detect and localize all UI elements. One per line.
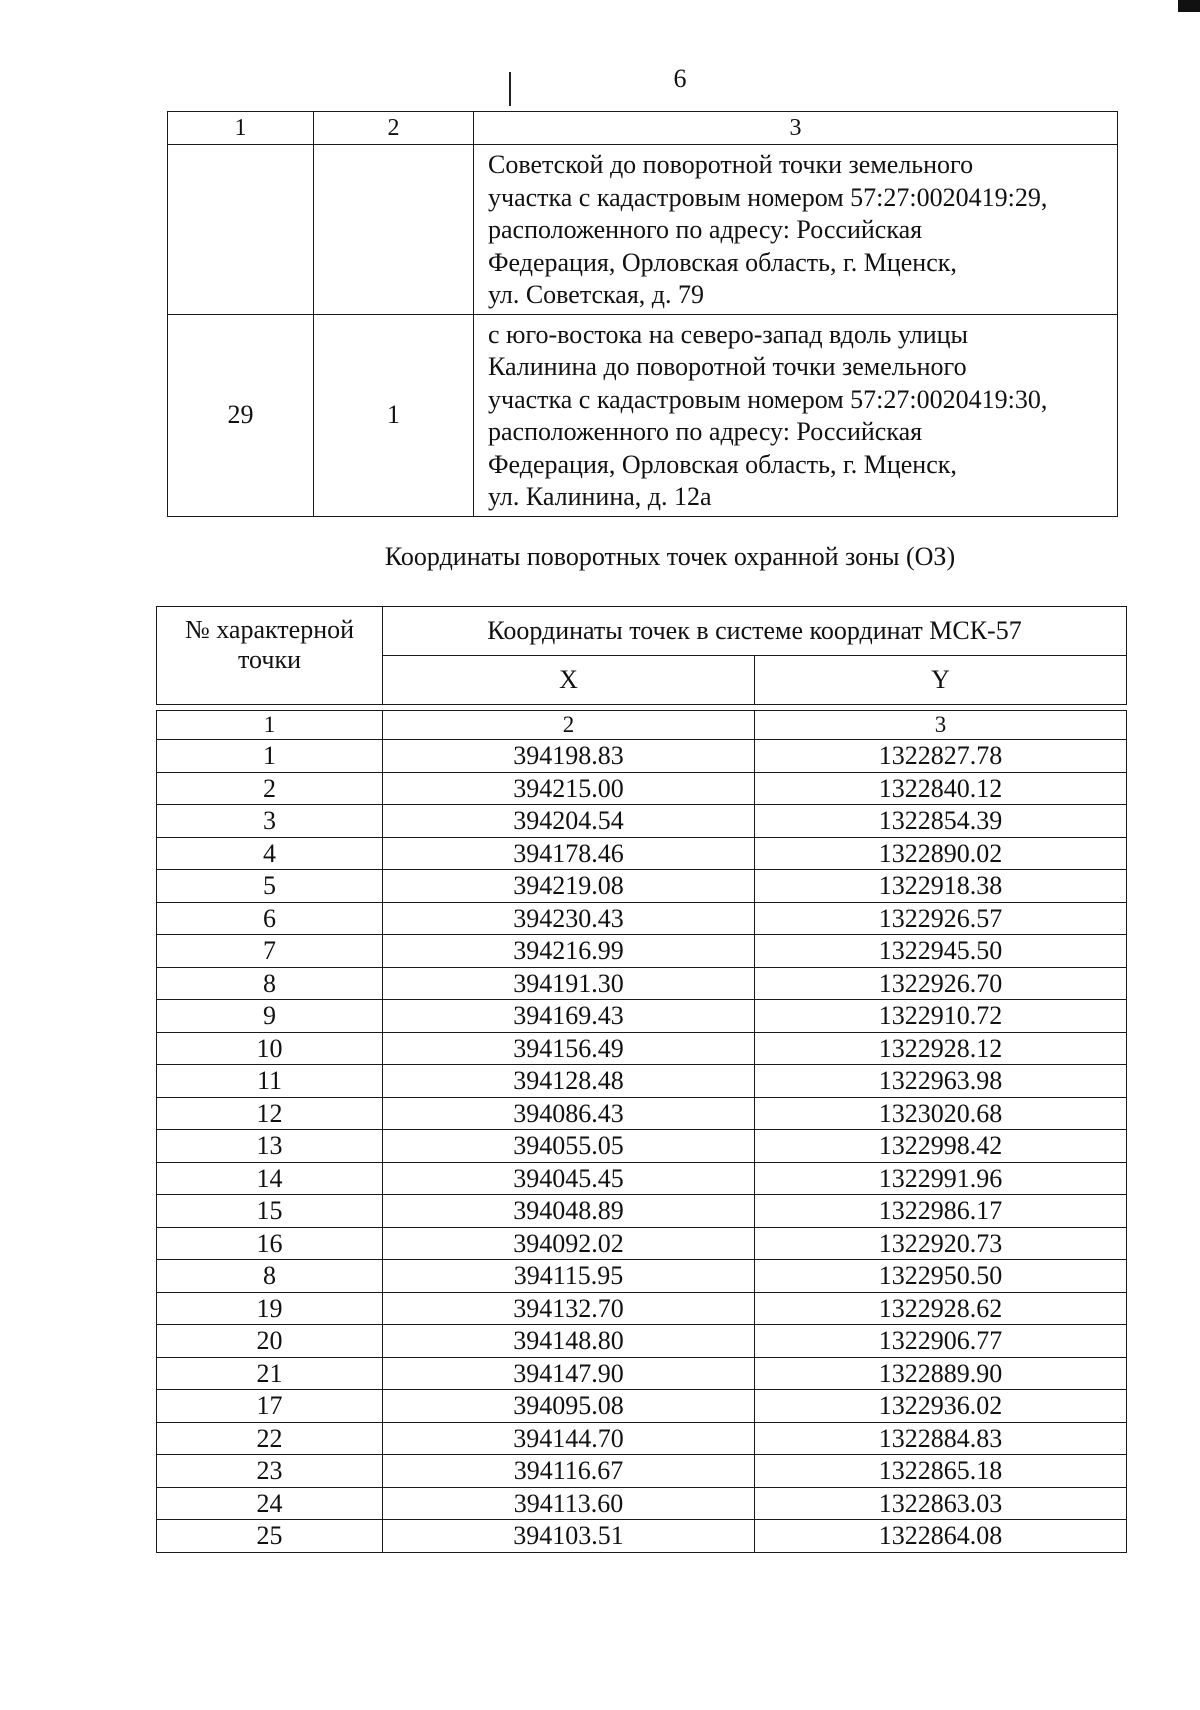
coordinates-table	[156, 710, 1127, 1553]
x-coordinate-cell: 394128.48	[383, 1065, 755, 1098]
x-coordinate-cell: 394055.05	[383, 1130, 755, 1163]
point-number-cell: 4	[157, 837, 383, 870]
y-coordinate-cell: 1322945.50	[755, 935, 1127, 968]
point-number-cell: 19	[157, 1292, 383, 1325]
x-coordinate-cell: 394045.45	[383, 1162, 755, 1195]
column-index-cell: 2	[383, 711, 755, 740]
x-coordinate-cell: 394086.43	[383, 1097, 755, 1130]
point-number-cell: 14	[157, 1162, 383, 1195]
text-line: участка с кадастровым номером 57:27:0020419:29,	[488, 182, 1048, 212]
text-line: Федерация, Орловская область, г. Мценск,	[488, 449, 957, 479]
table-row	[168, 314, 1118, 516]
x-column-header: X	[383, 656, 755, 705]
text-line: Калинина до поворотной точки земельного	[488, 352, 967, 381]
text-line: Советской до поворотной точки земельного	[488, 150, 974, 179]
point-number-cell: 8	[157, 967, 383, 1000]
y-coordinate-cell: 1322865.18	[755, 1455, 1127, 1488]
table-row	[157, 1390, 1127, 1423]
table-row	[157, 870, 1127, 903]
text-line: Федерация, Орловская область, г. Мценск,	[488, 247, 957, 277]
point-number-cell: 21	[157, 1357, 383, 1390]
point-number-cell: 15	[157, 1195, 383, 1228]
x-coordinate-cell: 394048.89	[383, 1195, 755, 1228]
text-line: расположенного по адресу: Российская	[488, 215, 923, 244]
y-coordinate-cell: 1322986.17	[755, 1195, 1127, 1228]
x-coordinate-cell: 394147.90	[383, 1357, 755, 1390]
y-coordinate-cell: 1322864.08	[755, 1520, 1127, 1553]
x-coordinate-cell: 394216.99	[383, 935, 755, 968]
table-row	[157, 1097, 1127, 1130]
y-coordinate-cell: 1322863.03	[755, 1487, 1127, 1520]
text-line: с юго-востока на северо-запад вдоль улицы	[488, 319, 969, 349]
y-coordinate-cell: 1322840.12	[755, 772, 1127, 805]
table-caption: Координаты поворотных точек охранной зоны (ОЗ)	[384, 542, 956, 571]
table-row	[157, 1130, 1127, 1163]
y-coordinate-cell: 1322890.02	[755, 837, 1127, 870]
continuation-table	[167, 111, 1118, 517]
y-coordinate-cell: 1322950.50	[755, 1260, 1127, 1293]
table-row	[157, 1032, 1127, 1065]
text-line: расположенного по адресу: Российская	[488, 417, 923, 446]
header-cell: 1	[168, 112, 314, 145]
y-coordinate-cell: 1322991.96	[755, 1162, 1127, 1195]
point-number-cell: 10	[157, 1032, 383, 1065]
coordinates-table-header	[156, 606, 1127, 705]
y-coordinate-cell: 1322906.77	[755, 1325, 1127, 1358]
table-row	[157, 1357, 1127, 1390]
coordinates-system-header: Координаты точек в системе координат МСК-57	[383, 607, 1127, 656]
section-number-cell: 1	[314, 314, 474, 516]
x-coordinate-cell: 394191.30	[383, 967, 755, 1000]
point-number-cell: 7	[157, 935, 383, 968]
point-number-cell: 1	[157, 740, 383, 773]
point-number-cell: 22	[157, 1422, 383, 1455]
y-coordinate-cell: 1322918.38	[755, 870, 1127, 903]
point-number-cell: 9	[157, 1000, 383, 1033]
table-row	[157, 1487, 1127, 1520]
point-number-cell: 23	[157, 1455, 383, 1488]
y-coordinate-cell: 1322936.02	[755, 1390, 1127, 1423]
x-coordinate-cell: 394144.70	[383, 1422, 755, 1455]
y-coordinate-cell: 1322910.72	[755, 1000, 1127, 1033]
table-row	[157, 837, 1127, 870]
table-row	[157, 1455, 1127, 1488]
table-row	[157, 1260, 1127, 1293]
table-row	[157, 1162, 1127, 1195]
text-line: участка с кадастровым номером 57:27:0020419:30,	[488, 384, 1048, 414]
point-number-cell: 17	[157, 1390, 383, 1423]
header-cell: 3	[474, 112, 1118, 145]
table-row	[157, 1065, 1127, 1098]
x-coordinate-cell: 394148.80	[383, 1325, 755, 1358]
point-number-cell: 16	[157, 1227, 383, 1260]
y-column-header: Y	[755, 656, 1127, 705]
x-coordinate-cell: 394132.70	[383, 1292, 755, 1325]
y-coordinate-cell: 1322998.42	[755, 1130, 1127, 1163]
x-coordinate-cell: 394103.51	[383, 1520, 755, 1553]
zone-number-cell	[168, 145, 314, 315]
table-row	[157, 967, 1127, 1000]
table-row	[157, 1520, 1127, 1553]
column-index-cell: 3	[755, 711, 1127, 740]
scan-mark	[509, 72, 511, 106]
y-coordinate-cell: 1322926.57	[755, 902, 1127, 935]
table-row	[157, 1000, 1127, 1033]
x-coordinate-cell: 394115.95	[383, 1260, 755, 1293]
point-number-cell: 24	[157, 1487, 383, 1520]
text-line: ул. Калинина, д. 12а	[488, 482, 712, 511]
x-coordinate-cell: 394204.54	[383, 805, 755, 838]
text-line: ул. Советская, д. 79	[488, 280, 705, 309]
x-coordinate-cell: 394215.00	[383, 772, 755, 805]
y-coordinate-cell: 1322889.90	[755, 1357, 1127, 1390]
point-number-cell: 13	[157, 1130, 383, 1163]
x-coordinate-cell: 394156.49	[383, 1032, 755, 1065]
table-row	[168, 145, 1118, 315]
y-coordinate-cell: 1322884.83	[755, 1422, 1127, 1455]
x-coordinate-cell: 394219.08	[383, 870, 755, 903]
y-coordinate-cell: 1322854.39	[755, 805, 1127, 838]
point-number-cell: 20	[157, 1325, 383, 1358]
point-number-cell: 25	[157, 1520, 383, 1553]
table-row	[157, 772, 1127, 805]
y-coordinate-cell: 1322963.98	[755, 1065, 1127, 1098]
point-number-cell: 5	[157, 870, 383, 903]
x-coordinate-cell: 394092.02	[383, 1227, 755, 1260]
point-number-header: № характерной точки	[157, 607, 383, 705]
x-coordinate-cell: 394178.46	[383, 837, 755, 870]
x-coordinate-cell: 394095.08	[383, 1390, 755, 1423]
table-row	[157, 805, 1127, 838]
y-coordinate-cell: 1322827.78	[755, 740, 1127, 773]
x-coordinate-cell: 394116.67	[383, 1455, 755, 1488]
y-coordinate-cell: 1322926.70	[755, 967, 1127, 1000]
table-row	[157, 1292, 1127, 1325]
y-coordinate-cell: 1323020.68	[755, 1097, 1127, 1130]
point-number-cell: 11	[157, 1065, 383, 1098]
y-coordinate-cell: 1322920.73	[755, 1227, 1127, 1260]
table-row	[157, 1422, 1127, 1455]
table-row	[157, 1227, 1127, 1260]
x-coordinate-cell: 394230.43	[383, 902, 755, 935]
table-row	[157, 902, 1127, 935]
zone-number-cell: 29	[168, 314, 314, 516]
table-row	[157, 935, 1127, 968]
section-number-cell	[314, 145, 474, 315]
page-number: 6	[673, 64, 687, 93]
x-coordinate-cell: 394169.43	[383, 1000, 755, 1033]
table-header-row	[168, 112, 1118, 145]
x-coordinate-cell: 394198.83	[383, 740, 755, 773]
x-coordinate-cell: 394113.60	[383, 1487, 755, 1520]
point-number-cell: 3	[157, 805, 383, 838]
table-row	[157, 740, 1127, 773]
boundary-description	[474, 314, 1118, 516]
y-coordinate-cell: 1322928.12	[755, 1032, 1127, 1065]
point-number-cell: 8	[157, 1260, 383, 1293]
table-row	[157, 1325, 1127, 1358]
y-coordinate-cell: 1322928.62	[755, 1292, 1127, 1325]
point-number-cell: 6	[157, 902, 383, 935]
point-number-cell: 2	[157, 772, 383, 805]
table-row	[157, 1195, 1127, 1228]
column-index-row	[157, 711, 1127, 740]
scan-edge-mark	[1178, 0, 1200, 12]
column-index-cell: 1	[157, 711, 383, 740]
point-number-cell: 12	[157, 1097, 383, 1130]
header-cell: 2	[314, 112, 474, 145]
boundary-description	[474, 145, 1118, 315]
